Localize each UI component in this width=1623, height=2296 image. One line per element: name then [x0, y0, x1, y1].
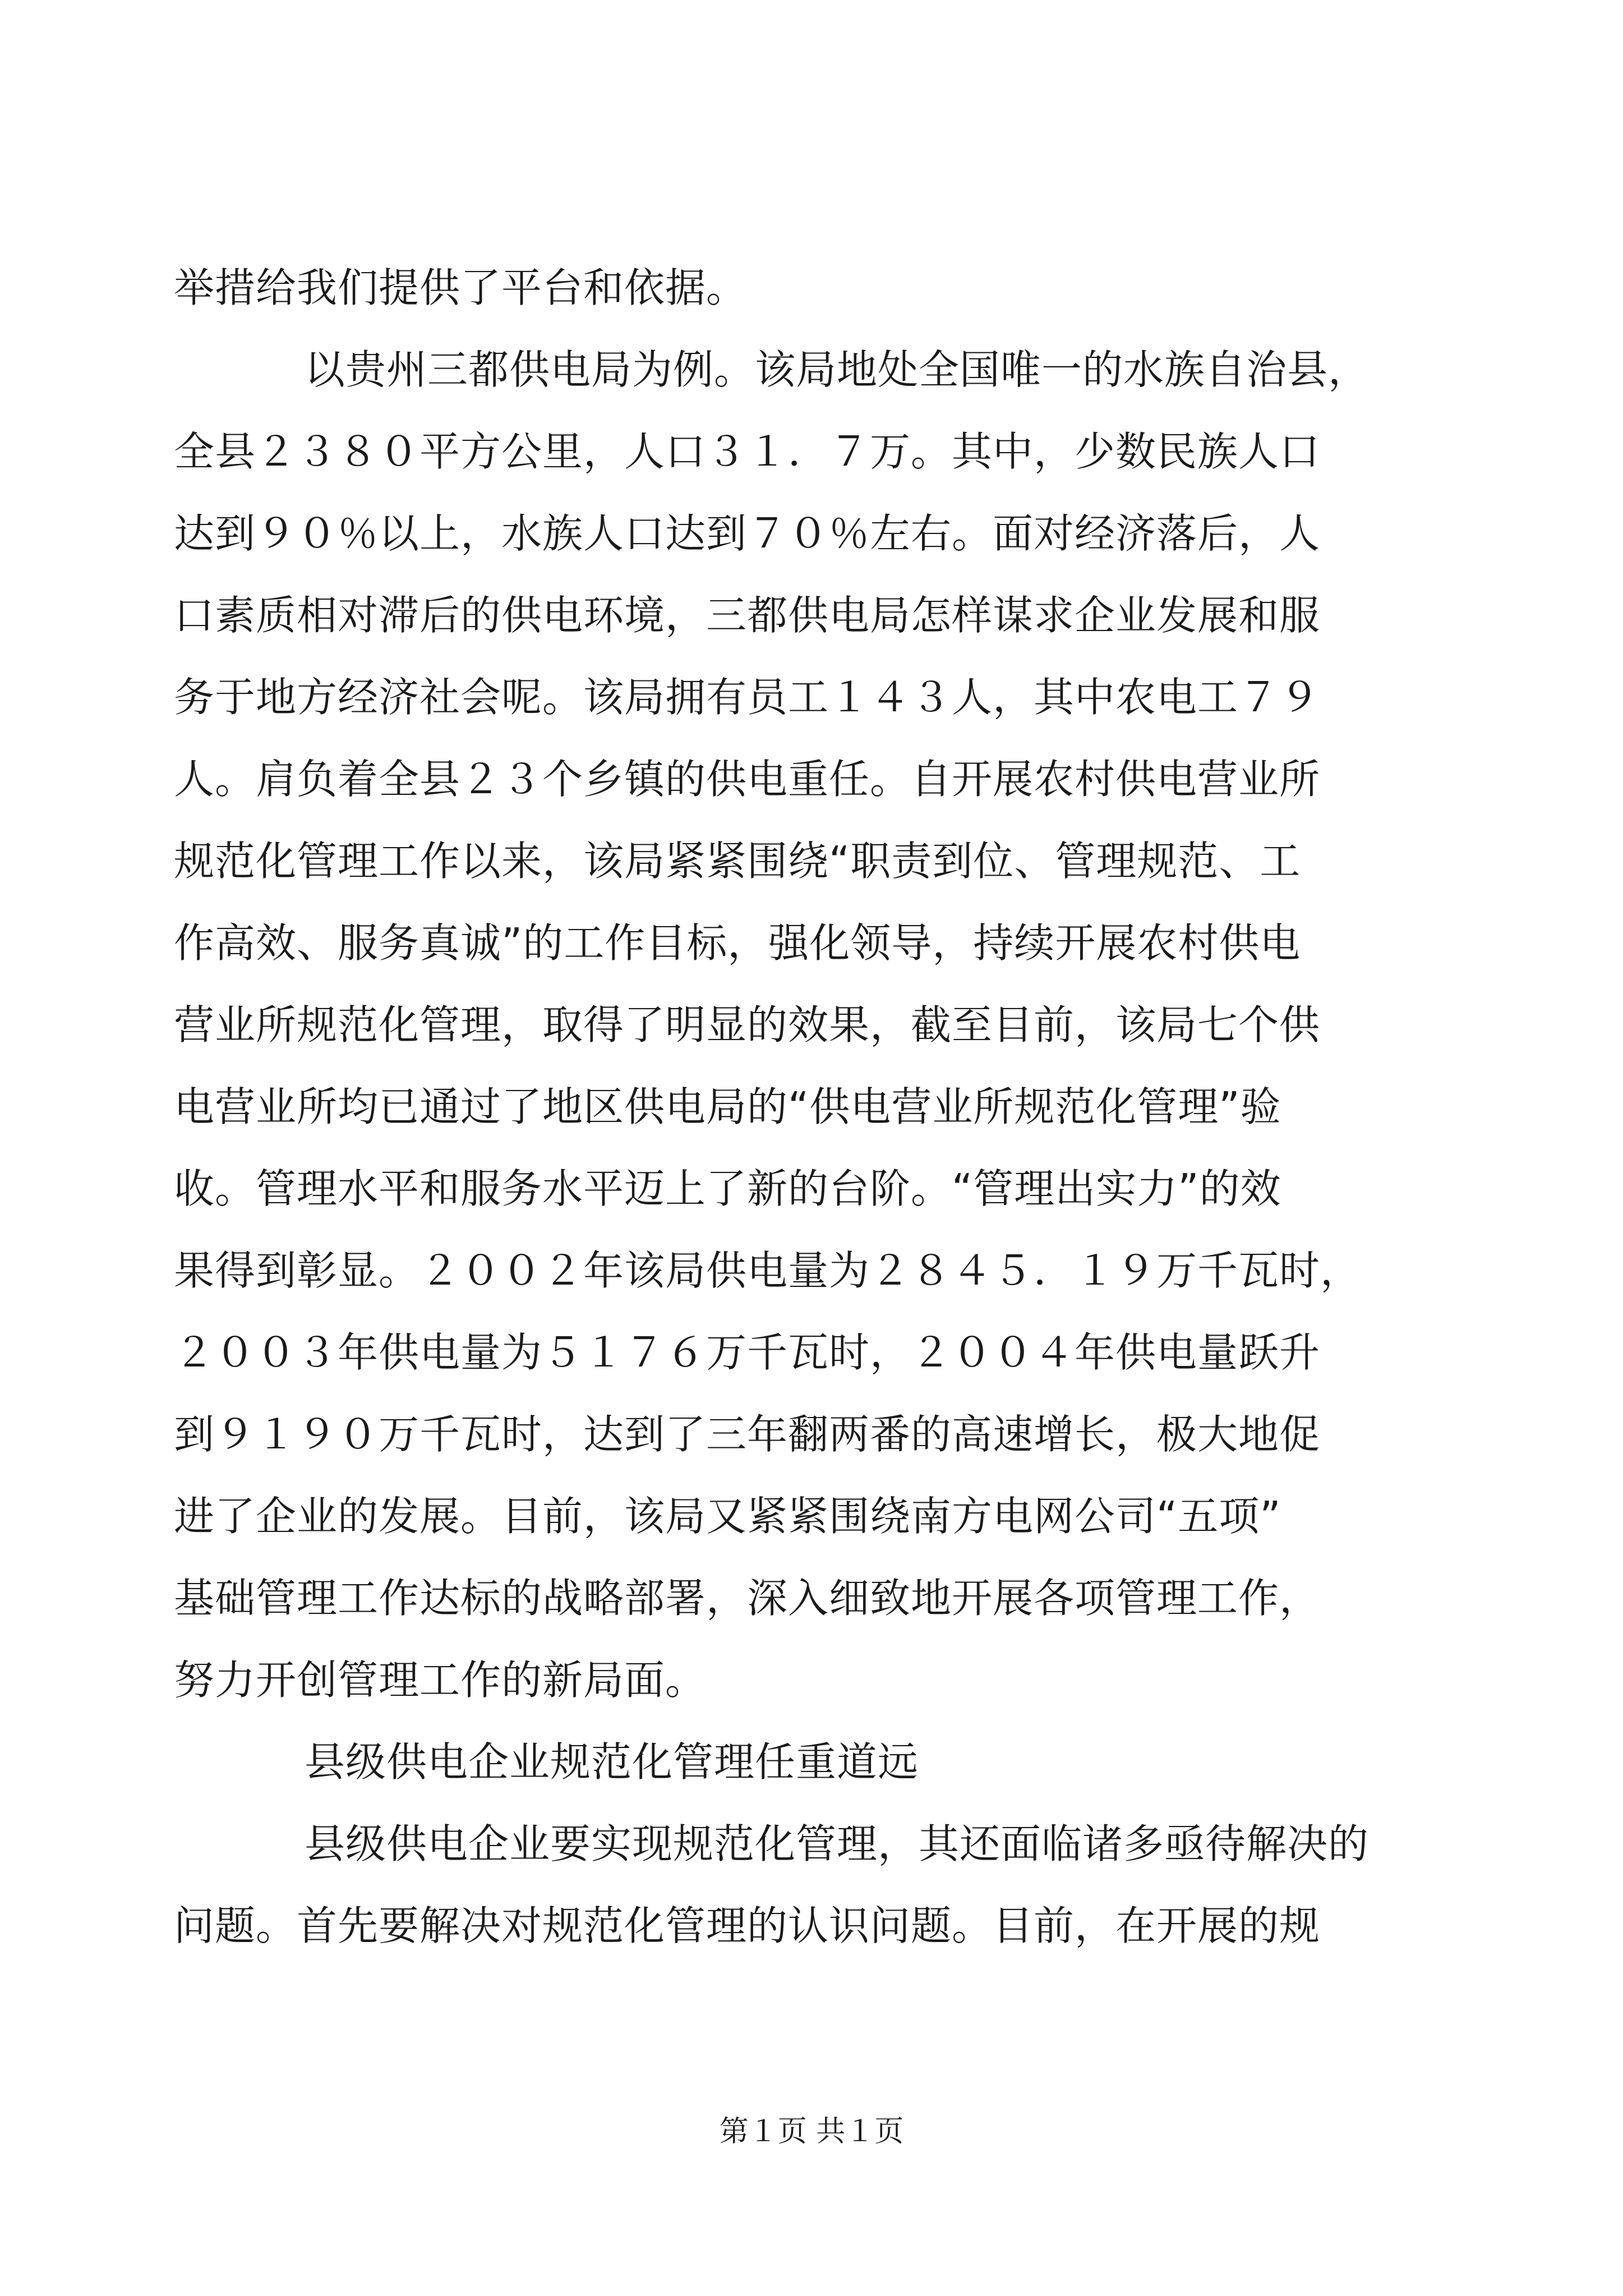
text-line: 电营业所均已通过了地区供电局的“供电营业所规范化管理”验 — [174, 1083, 1281, 1130]
text-line: 县级供电企业要实现规范化管理，其还面临诸多亟待解决的 — [305, 1820, 1370, 1867]
text-line: 营业所规范化管理，取得了明显的效果，截至目前，该局七个供 — [174, 1001, 1321, 1048]
text-line: 县级供电企业规范化管理任重道远 — [305, 1738, 919, 1786]
text-line: 进了企业的发展。目前，该局又紧紧围绕南方电网公司“五项” — [174, 1493, 1281, 1540]
text-line: 收。管理水平和服务水平迈上了新的台阶。“管理出实力”的效 — [174, 1165, 1281, 1212]
text-line: 问题。首先要解决对规范化管理的认识问题。目前，在开展的规 — [174, 1902, 1321, 1949]
text-line: 务于地方经济社会呢。该局拥有员工１４３人，其中农电工７９ — [174, 674, 1321, 721]
text-line: 以贵州三都供电局为例。该局地处全国唯一的水族自治县， — [305, 346, 1370, 393]
text-line: 果得到彰显。２００２年该局供电量为２８４５．１９万千瓦时， — [174, 1247, 1362, 1294]
text-line: ２００３年供电量为５１７６万千瓦时，２００４年供电量跃升 — [174, 1329, 1321, 1376]
document-body — [174, 247, 1464, 1967]
text-line: 举措给我们提供了平台和依据。 — [174, 264, 748, 311]
text-line: 全县２３８０平方公里，人口３１．７万。其中，少数民族人口 — [174, 428, 1321, 475]
text-line: 规范化管理工作以来，该局紧紧围绕“职责到位、管理规范、工 — [174, 838, 1301, 885]
text-line: 努力开创管理工作的新局面。 — [174, 1657, 707, 1704]
text-line: 到９１９０万千瓦时，达到了三年翻两番的高速增长，极大地促 — [174, 1411, 1321, 1458]
text-line: 口素质相对滞后的供电环境，三都供电局怎样谋求企业发展和服 — [174, 592, 1321, 639]
page-footer: 第１页 共１页 — [719, 2115, 904, 2148]
text-line: 作高效、服务真诚”的工作目标，强化领导，持续开展农村供电 — [174, 919, 1301, 967]
text-line: 人。肩负着全县２３个乡镇的供电重任。自开展农村供电营业所 — [174, 756, 1321, 803]
text-line: 达到９０％以上，水族人口达到７０％左右。面对经济落后，人 — [174, 510, 1321, 557]
text-line: 基础管理工作达标的战略部署，深入细致地开展各项管理工作， — [174, 1575, 1321, 1622]
